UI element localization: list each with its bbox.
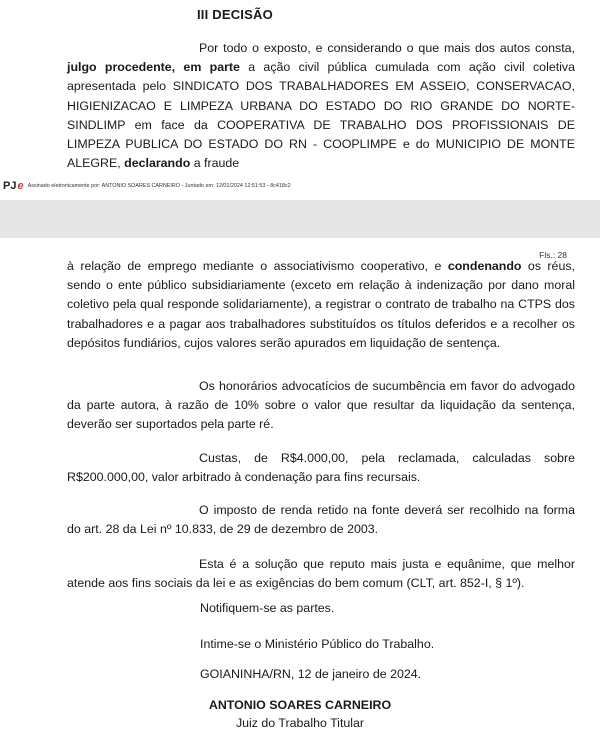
electronic-signature-bar bbox=[0, 178, 600, 194]
solution-paragraph: Esta é a solução que reputo mais justa e equânime, que melhor atende aos fins sociais da lei e as exigências do bem comum (CLT, art. 852-I, § 1º). bbox=[67, 557, 575, 591]
document-page-2 bbox=[0, 238, 600, 731]
bold-ruling: julgo procedente, em parte bbox=[67, 60, 240, 75]
page-separator bbox=[0, 200, 600, 238]
judge-name: ANTONIO SOARES CARNEIRO bbox=[208, 698, 392, 712]
condemnation-paragraph: à relação de emprego mediante o associativismo cooperativo, e condenando os réus, sendo o ente público subsidiariamente (exceto em relação à indenização por dano moral coletivo pela qual responde solidariamente), a registrar o contrato de trabalho na CTPS dos trabalhadores e a pagar aos trabalhadores substituídos os títulos deferidos e a recolher os depósitos fundiários, cujos valores serão apurados em liquidação de sentença. bbox=[67, 259, 575, 350]
document-page-1 bbox=[0, 0, 600, 200]
bold-declaring: declarando bbox=[124, 156, 191, 171]
page-number: Fls.: 28 bbox=[539, 250, 567, 260]
fees-paragraph: Os honorários advocatícios de sucumbência em favor do advogado da parte autora, à razão de 10% sobre o valor que resultar da liquidação da sentença, deverão ser suportados pela parte ré. bbox=[67, 379, 575, 432]
bold-condemning: condenando bbox=[447, 259, 522, 273]
tax-paragraph: O imposto de renda retido na fonte deverá ser recolhido na forma do art. 28 da Lei nº 10.833, de 29 de dezembro de 2003. bbox=[67, 503, 575, 537]
judge-title: Juiz do Trabalho Titular bbox=[235, 716, 365, 730]
costs-paragraph: Custas, de R$4.000,00, pela reclamada, calculadas sobre R$200.000,00, valor arbitrado à condenação para fins recursais. bbox=[67, 451, 575, 485]
signature-text: Assinado eletronicamente por: ANTONIO SOARES CARNEIRO - Juntado em: 12/01/2024 12:51:53 - 8c418c2 bbox=[27, 183, 291, 189]
pje-logo: PJ e bbox=[3, 180, 24, 192]
place-date: GOIANINHA/RN, 12 de janeiro de 2024. bbox=[200, 667, 422, 681]
notify-ministry: Intime-se o Ministério Público do Trabalho. bbox=[200, 637, 435, 651]
decision-paragraph: Por todo o exposto, e considerando o que mais dos autos consta, julgo procedente, em parte a ação civil pública cumulada com ação civil coletiva apresentada pelo SINDICATO DOS TRABALHADORES EM ASSEIO, CONSERVACAO, HIGIENIZACAO E LIMPEZA URBANA DO ESTADO DO RIO GRANDE DO NORTE-SINDLIMP em face da COOPERATIVA DE TRABALHO DOS PROFISSIONAIS DE LIMPEZA PUBLICA DO ESTADO DO RN - COOPLIMPE e do MUNICIPIO DE MONTE ALEGRE, declarando a fraude bbox=[67, 41, 575, 171]
notify-parties: Notifiquem-se as partes. bbox=[200, 601, 335, 615]
section-heading: III DECISÃO bbox=[197, 7, 273, 22]
